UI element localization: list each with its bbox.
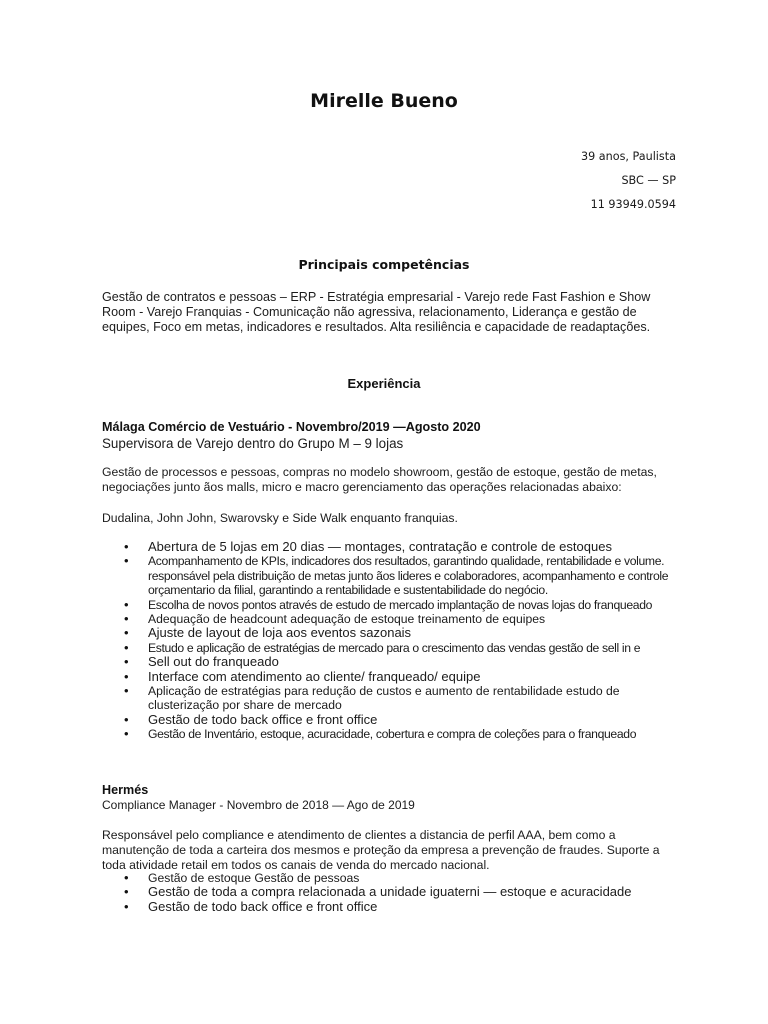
age-location: 39 anos, Paulista (580, 150, 676, 163)
competencias-title: Principais competências (298, 257, 470, 272)
list-item: • Adequação de headcount adequação de estoque treinamento de equipes (102, 612, 672, 626)
list-item: • Estudo e aplicação de estratégias de mercado para o crescimento das vendas gestão de sell in e (102, 641, 672, 655)
list-item: • Gestão de Inventário, estoque, acuracidade, cobertura e compra de coleções para o franqueado (102, 727, 672, 741)
job-1-description: Gestão de processos e pessoas, compras no modelo showroom, gestão de estoque, gestão de metas, negociações junto ãos malls, micro e macro gerenciamento das operações relacionadas abaixo: (102, 465, 657, 494)
list-item: • Gestão de todo back office e front office (102, 900, 672, 914)
job-1-brands: Dudalina, John John, Swarovsky e Side Walk enquanto franquias. (102, 511, 458, 525)
list-item: • Gestão de toda a compra relacionada a unidade iguaterni — estoque e acuracidade (102, 885, 672, 899)
experiencia-title: Experiência (347, 376, 421, 391)
contact-block (581, 148, 676, 220)
city: SBC — SP (621, 174, 676, 187)
competencias-text: Gestão de contratos e pessoas – ERP - Estratégia empresarial - Varejo rede Fast Fashion e Show Room - Varejo Franquias - Comunicação não agressiva, relacionamento, Liderança e gestão de equipes, Foco em metas, indicadores e resultados. Alta resiliência e capacidade de readaptações. (102, 290, 651, 334)
job-2-description: Responsável pelo compliance e atendimento de clientes a distancia de perfil AAA, bem como a manutenção de toda a carteira dos mesmos e proteção da empresa a prevenção de fraudes. Suporte a toda atividade retail em todos os canais de venda do mercado nacional. (102, 828, 660, 872)
job-1-company-period: Málaga Comércio de Vestuário - Novembro/2019 —Agosto 2020 (102, 420, 481, 434)
list-item: • Gestão de todo back office e front office (102, 713, 672, 727)
list-item: • Gestão de estoque Gestão de pessoas (102, 871, 672, 885)
list-item: • Escolha de novos pontos através de estudo de mercado implantação de novas lojas do franqueado (102, 598, 672, 612)
job-2-role-period: Compliance Manager - Novembro de 2018 — Ago de 2019 (102, 798, 415, 812)
list-item: • Acompanhamento de KPIs, indicadores dos resultados, garantindo qualidade, rentabilidade e volume. responsável pela distribuição de metas junto ãos lideres e colaboradores, acompanhamento e controle orçamentario da filial, garantindo a rentabilidade e sustentabilidade do negócio. (102, 554, 672, 597)
resume-name: Mirelle Bueno (310, 90, 458, 112)
list-item: • Ajuste de layout de loja aos eventos sazonais (102, 626, 672, 640)
job-2-bullet-list (102, 871, 672, 914)
phone: 11 93949.0594 (590, 198, 676, 211)
job-2-company: Hermés (102, 783, 149, 797)
job-1-bullet-list (102, 540, 672, 742)
list-item: • Aplicação de estratégias para redução de custos e aumento de rentabilidade estudo de clusterização por share de mercado (102, 684, 672, 713)
list-item: • Interface com atendimento ao cliente/ franqueado/ equipe (102, 670, 672, 684)
list-item: • Sell out do franqueado (102, 655, 672, 669)
job-1-role: Supervisora de Varejo dentro do Grupo M – 9 lojas (102, 436, 404, 451)
list-item: • Abertura de 5 lojas em 20 dias — montages, contratação e controle de estoques (102, 540, 672, 554)
